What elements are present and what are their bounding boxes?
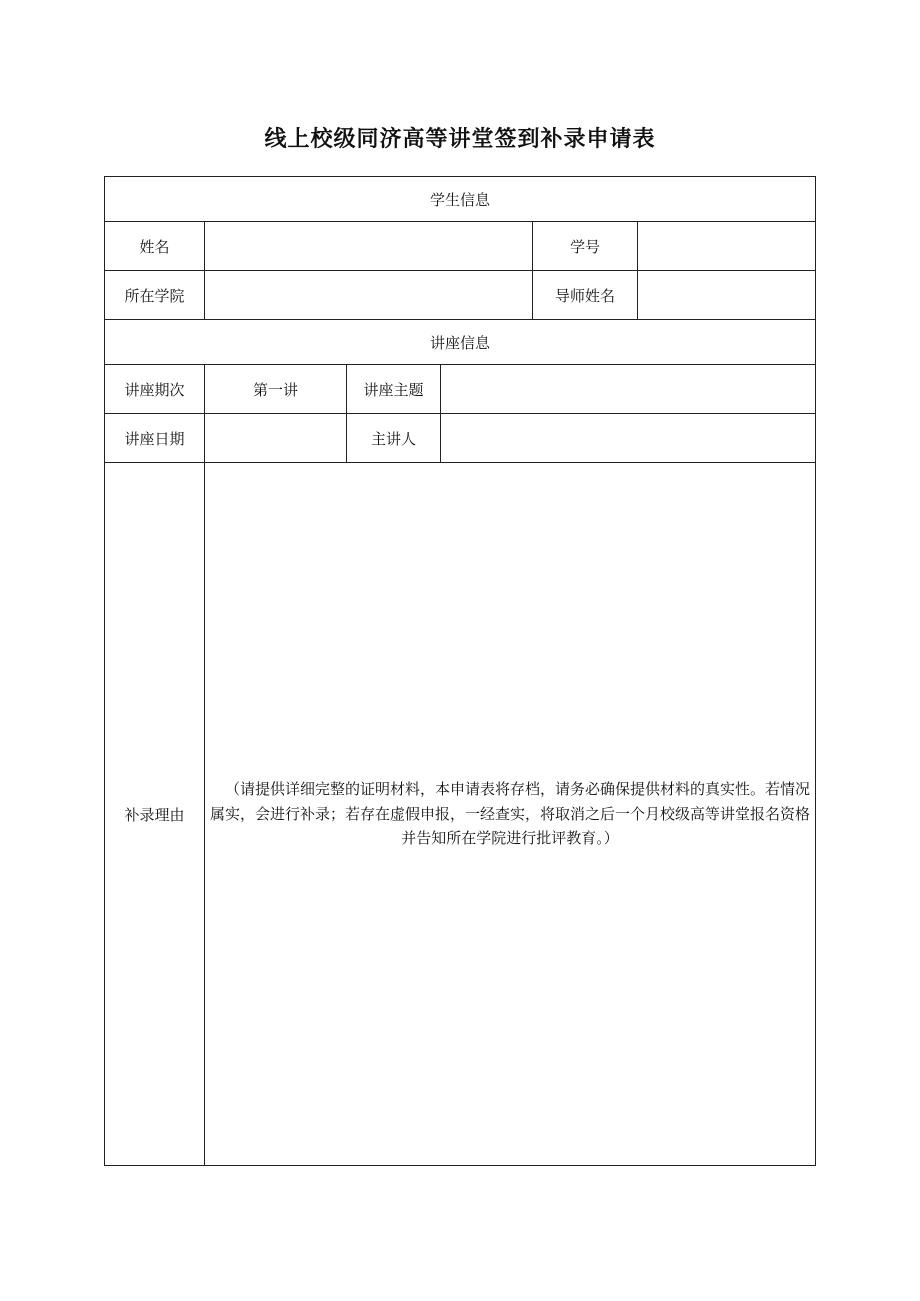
speaker-label: 主讲人	[347, 414, 441, 463]
advisor-label: 导师姓名	[533, 271, 638, 320]
topic-label: 讲座主题	[347, 365, 441, 414]
session-field[interactable]: 第一讲	[205, 365, 347, 414]
college-field[interactable]	[205, 271, 533, 320]
college-label: 所在学院	[105, 271, 205, 320]
speaker-field[interactable]	[441, 414, 816, 463]
form-title: 线上校级同济高等讲堂签到补录申请表	[264, 127, 656, 152]
name-field[interactable]	[205, 222, 533, 271]
reason-instructions: （请提供详细完整的证明材料，本申请表将存档，请务必确保提供材料的真实性。若情况属实，会进行补录；若存在虚假申报，一经查实，将取消之后一个月校级高等讲堂报名资格并告知所在学院进行批评教育。）	[210, 780, 811, 848]
reason-label: 补录理由	[105, 463, 205, 1166]
lecture-info-header: 讲座信息	[105, 320, 816, 365]
session-label: 讲座期次	[105, 365, 205, 414]
name-label: 姓名	[105, 222, 205, 271]
student-id-label: 学号	[533, 222, 638, 271]
application-form-table	[104, 176, 816, 1166]
advisor-field[interactable]	[638, 271, 816, 320]
date-label: 讲座日期	[105, 414, 205, 463]
topic-field[interactable]	[441, 365, 816, 414]
reason-field[interactable]	[205, 463, 816, 1166]
student-id-field[interactable]	[638, 222, 816, 271]
date-field[interactable]	[205, 414, 347, 463]
student-info-header: 学生信息	[105, 177, 816, 222]
